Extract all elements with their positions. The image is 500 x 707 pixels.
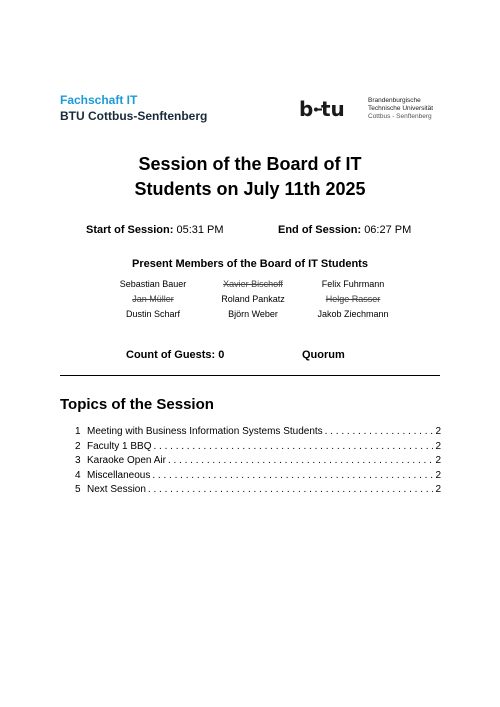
toc-entry[interactable]	[75, 483, 441, 498]
toc-number: 1	[75, 426, 81, 437]
member-name: Roland Pankatz	[221, 294, 285, 304]
toc-title: Karaoke Open Air	[87, 455, 166, 466]
member-name: Björn Weber	[228, 309, 278, 319]
toc-number: 2	[75, 440, 81, 452]
table-of-contents	[75, 425, 441, 498]
quorum-label: Quorum	[302, 349, 345, 361]
session-start	[86, 224, 224, 236]
end-label: End of Session:	[278, 224, 362, 236]
svg-text:b: b	[299, 97, 314, 121]
btu-logo-mark	[299, 96, 361, 122]
title-line-1: Session of the Board of IT	[138, 154, 362, 174]
toc-title: Meeting with Business Information Systems Students	[87, 426, 323, 437]
page-title	[0, 152, 500, 202]
session-end	[278, 224, 411, 236]
member-name: Jakob Ziechmann	[317, 309, 389, 319]
toc-entry[interactable]	[75, 454, 441, 469]
logo-line: Technische Universität	[368, 105, 434, 112]
start-label: Start of Session:	[86, 224, 174, 236]
toc-number: 4	[75, 469, 81, 481]
members-heading: Present Members of the Board of IT Students	[132, 258, 368, 270]
toc-leader	[325, 425, 434, 440]
svg-text:tu: tu	[321, 97, 345, 121]
member-name: Dustin Scharf	[125, 309, 181, 319]
logo-line: Cottbus - Senftenberg	[368, 113, 432, 120]
toc-page: 2	[435, 455, 441, 466]
members-grid	[103, 279, 403, 320]
toc-page: 2	[435, 440, 441, 452]
logo-wordmark	[368, 97, 433, 121]
member-name: Sebastian Bauer	[119, 279, 187, 289]
toc-leader	[168, 454, 434, 469]
logo-line: Brandenburgische	[368, 97, 421, 104]
toc-leader	[152, 469, 433, 484]
toc-entry[interactable]	[75, 440, 441, 455]
divider	[60, 375, 440, 376]
toc-number: 5	[75, 484, 81, 495]
title-line-2: Students on July 11th 2025	[134, 179, 366, 199]
university-name: BTU Cottbus-Senftenberg	[60, 109, 208, 123]
toc-title: Faculty 1 BBQ	[87, 440, 152, 452]
end-time: 06:27 PM	[364, 224, 412, 236]
btu-logo	[299, 96, 433, 122]
start-time: 05:31 PM	[176, 224, 224, 236]
org-name: Fachschaft IT	[60, 93, 138, 107]
toc-leader	[153, 440, 433, 455]
toc-title: Miscellaneous	[87, 469, 151, 481]
member-name-absent: Helge Rasser	[325, 294, 381, 304]
toc-page: 2	[435, 484, 441, 495]
organization-header	[60, 93, 207, 124]
toc-page: 2	[435, 469, 441, 481]
member-name: Felix Fuhrmann	[321, 279, 385, 289]
guest-count: Count of Guests: 0	[126, 349, 225, 361]
member-name-absent: Xavier Bischoff	[223, 279, 283, 289]
toc-title: Next Session	[87, 484, 146, 495]
toc-leader	[148, 483, 434, 498]
toc-entry[interactable]	[75, 469, 441, 484]
topics-heading: Topics of the Session	[60, 396, 214, 413]
toc-page: 2	[435, 426, 441, 437]
toc-number: 3	[75, 455, 81, 466]
member-name-absent: Jan Müller	[132, 294, 174, 304]
toc-entry[interactable]	[75, 425, 441, 440]
